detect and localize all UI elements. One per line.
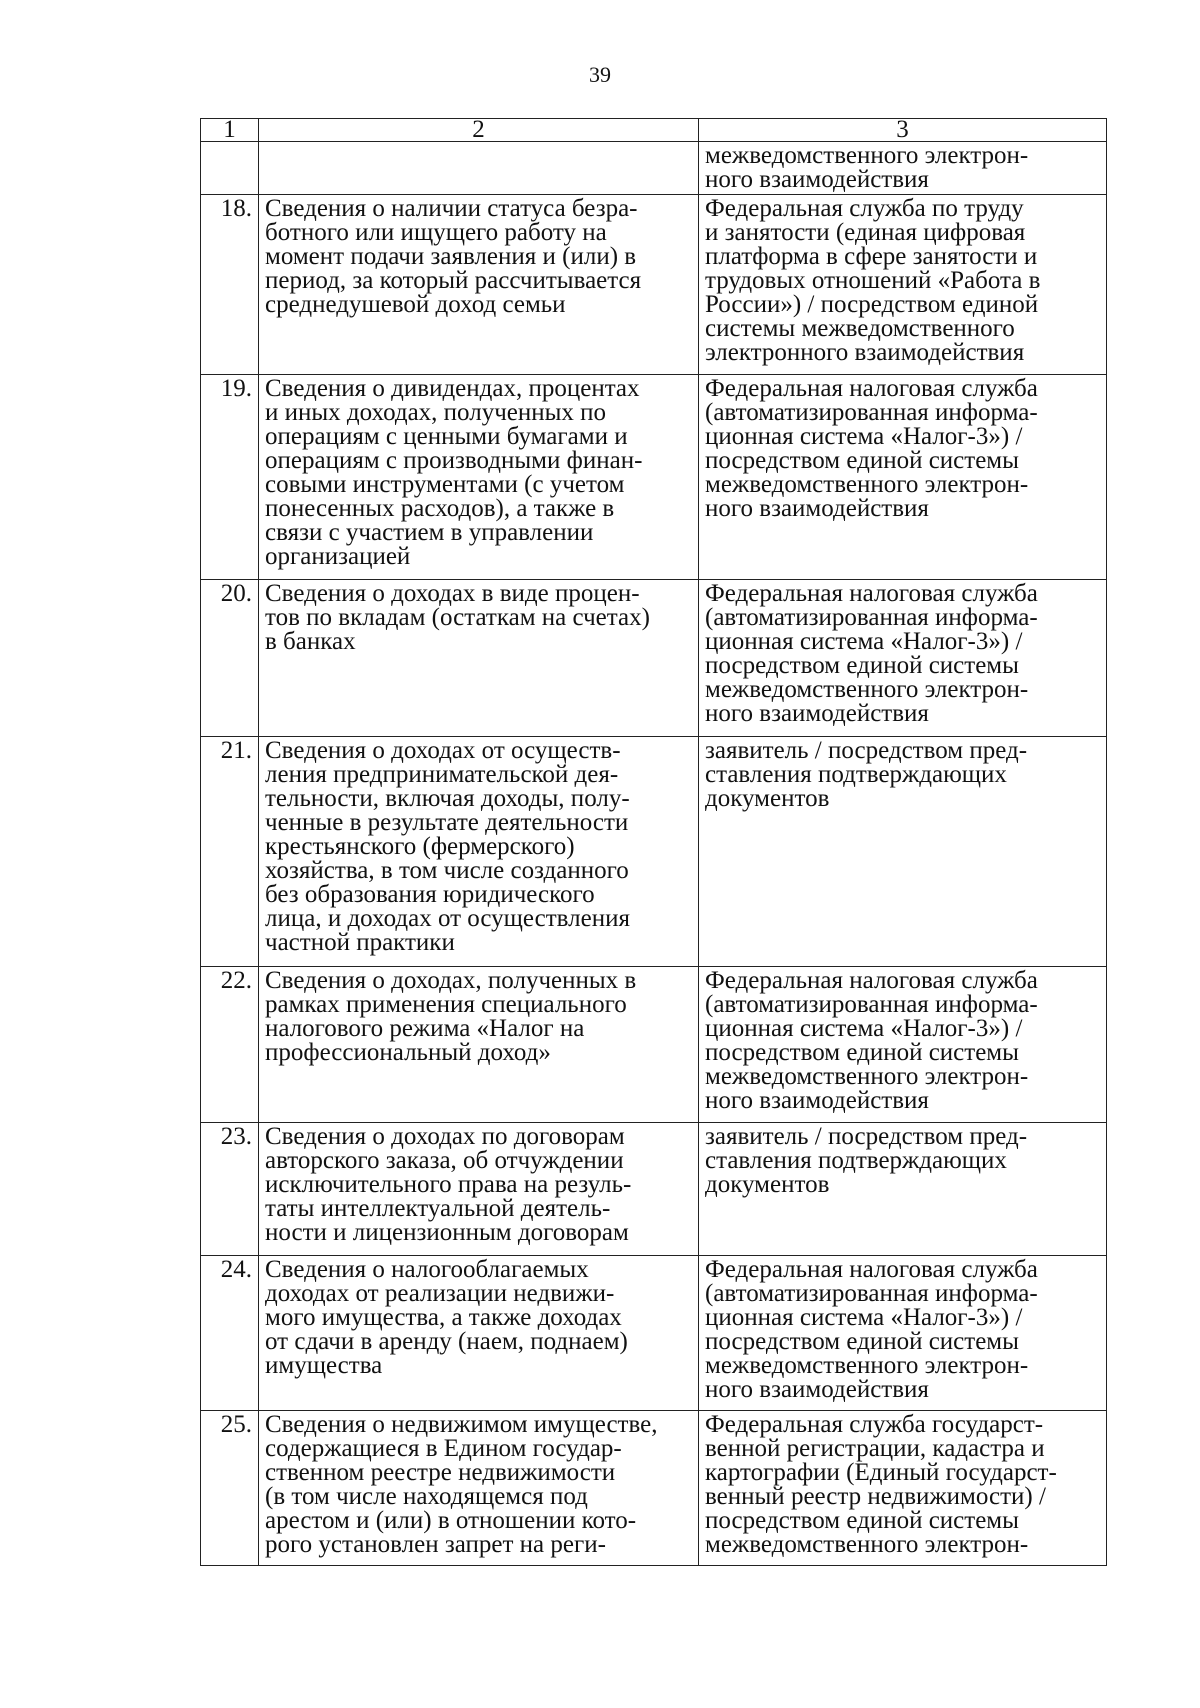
row-number: 25. bbox=[201, 1411, 259, 1566]
table-row bbox=[201, 1123, 1107, 1256]
row-source: заявитель / посредством пред- ставления подтверждающих документов bbox=[699, 1123, 1107, 1256]
row-description: Сведения о доходах, полученных в рамках применения специального налогового режима «Налог на профессиональный доход» bbox=[259, 967, 699, 1123]
row-source: Федеральная налоговая служба (автоматизированная информа- ционная система «Налог-3») / посредством единой системы межведомственного электрон- ного взаимодействия bbox=[699, 1256, 1107, 1411]
row-description: Сведения о дивидендах, процентах и иных доходах, полученных по операциям с ценными бумагами и операциям с производными финан- совыми инструментами (с учетом понесенных расходов), а также в связи с участием в управлении организацией bbox=[259, 375, 699, 580]
table-row bbox=[201, 737, 1107, 967]
row-description: Сведения о доходах по договорам авторского заказа, об отчуждении исключительного права на резуль- таты интеллектуальной деятель- ности и лицензионным договорам bbox=[259, 1123, 699, 1256]
row-source: Федеральная служба государст- венной регистрации, кадастра и картографии (Единый государст- венный реестр недвижимости) / посредством единой системы межведомственного электрон- bbox=[699, 1411, 1107, 1566]
row-number: 18. bbox=[201, 195, 259, 375]
row-number: 20. bbox=[201, 580, 259, 737]
row-description: Сведения о налогооблагаемых доходах от реализации недвижи- мого имущества, а также доходах от сдачи в аренду (наем, поднаем) имущества bbox=[259, 1256, 699, 1411]
page-number: 39 bbox=[589, 62, 611, 87]
column-header-number: 1 bbox=[201, 119, 259, 142]
row-source: Федеральная налоговая служба (автоматизированная информа- ционная система «Налог-3») / посредством единой системы межведомственного электрон- ного взаимодействия bbox=[699, 375, 1107, 580]
row-number: 23. bbox=[201, 1123, 259, 1256]
row-number: 24. bbox=[201, 1256, 259, 1411]
data-sources-table bbox=[200, 118, 1107, 1566]
row-number bbox=[201, 142, 259, 195]
row-source: Федеральная служба по труду и занятости (единая цифровая платформа в сфере занятости и трудовых отношений «Работа в России») / посредством единой системы межведомственного электронного взаимодействия bbox=[699, 195, 1107, 375]
row-number: 22. bbox=[201, 967, 259, 1123]
row-description: Сведения о доходах от осуществ- ления предпринимательской дея- тельности, включая доходы, полу- ченные в результате деятельности крестьянского (фермерского) хозяйства, в том числе созданного без образования юридического лица, и доходах от осуществления частной практики bbox=[259, 737, 699, 967]
row-description: Сведения о доходах в виде процен- тов по вкладам (остаткам на счетах) в банках bbox=[259, 580, 699, 737]
table-row bbox=[201, 1411, 1107, 1566]
row-description bbox=[259, 142, 699, 195]
column-header-description: 2 bbox=[259, 119, 699, 142]
table-row bbox=[201, 375, 1107, 580]
column-header-source: 3 bbox=[699, 119, 1107, 142]
row-number: 21. bbox=[201, 737, 259, 967]
row-number: 19. bbox=[201, 375, 259, 580]
table-row bbox=[201, 967, 1107, 1123]
table-row bbox=[201, 142, 1107, 195]
row-source: Федеральная налоговая служба (автоматизированная информа- ционная система «Налог-3») / посредством единой системы межведомственного электрон- ного взаимодействия bbox=[699, 967, 1107, 1123]
row-source: межведомственного электрон- ного взаимодействия bbox=[699, 142, 1107, 195]
table-header-row bbox=[201, 119, 1107, 142]
table-row bbox=[201, 195, 1107, 375]
row-description: Сведения о наличии статуса безра- ботного или ищущего работу на момент подачи заявления и (или) в период, за который рассчитывается среднедушевой доход семьи bbox=[259, 195, 699, 375]
row-source: Федеральная налоговая служба (автоматизированная информа- ционная система «Налог-3») / посредством единой системы межведомственного электрон- ного взаимодействия bbox=[699, 580, 1107, 737]
table-row bbox=[201, 580, 1107, 737]
row-source: заявитель / посредством пред- ставления подтверждающих документов bbox=[699, 737, 1107, 967]
table-row bbox=[201, 1256, 1107, 1411]
row-description: Сведения о недвижимом имуществе, содержащиеся в Едином государ- ственном реестре недвижимости (в том числе находящемся под арестом и (или) в отношении кото- рого установлен запрет на реги- bbox=[259, 1411, 699, 1566]
